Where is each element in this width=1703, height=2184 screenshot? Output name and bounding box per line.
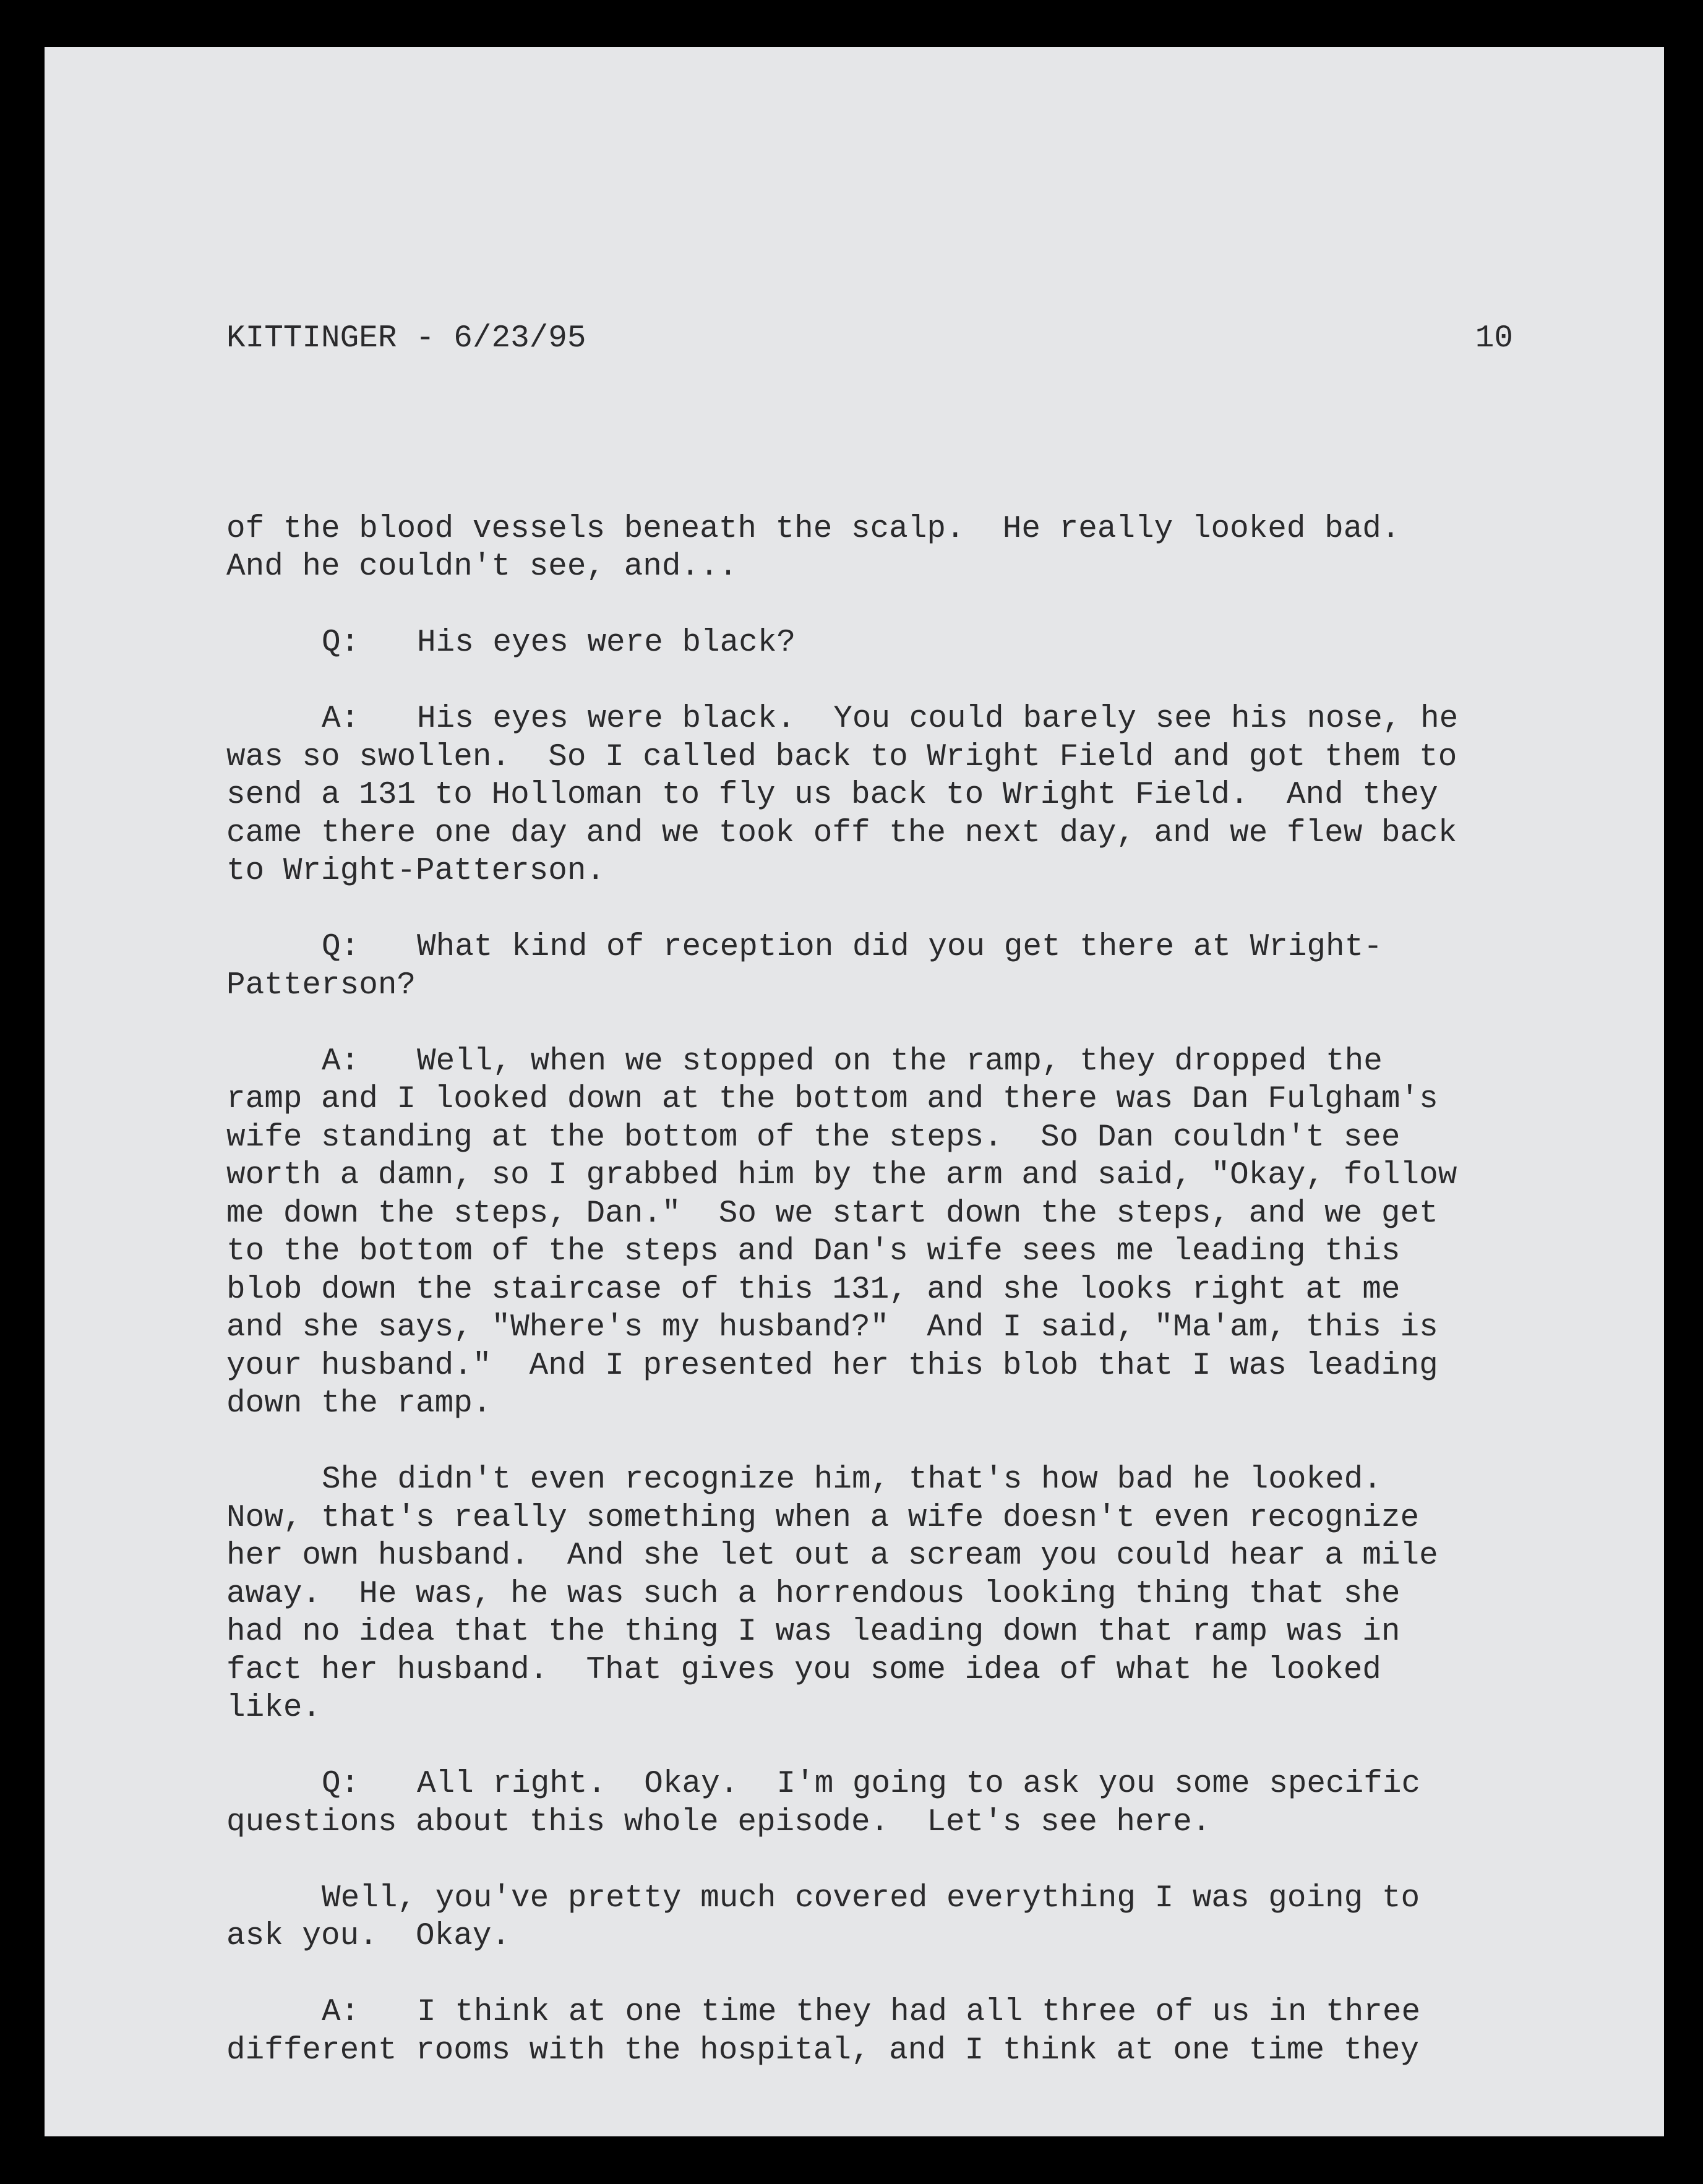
line-text: fact her husband. That gives you some idea of what he looked xyxy=(226,1652,1381,1688)
line-text: of the blood vessels beneath the scalp. He really looked bad. xyxy=(226,511,1401,547)
text-line xyxy=(226,1347,1513,1385)
speaker-label: A: xyxy=(322,701,360,737)
transcript-paragraph xyxy=(226,624,1513,662)
transcript-paragraph xyxy=(226,1993,1513,2070)
line-text: to Wright-Patterson. xyxy=(226,854,606,889)
line-text: His eyes were black? xyxy=(417,625,796,661)
text-line xyxy=(226,1917,1513,1956)
transcript-paragraph xyxy=(226,510,1513,586)
text-line xyxy=(226,1804,1513,1842)
text-line xyxy=(226,1233,1513,1271)
line-text: What kind of reception did you get there at Wright- xyxy=(417,930,1383,965)
text-line xyxy=(226,1385,1513,1423)
line-text: me down the steps, Dan." So we start down the steps, and we get xyxy=(226,1196,1438,1231)
line-text: send a 131 to Holloman to fly us back to Wright Field. And they xyxy=(226,777,1438,813)
text-line xyxy=(226,928,1513,967)
line-text: her own husband. And she let out a scream you could hear a mile xyxy=(226,1538,1438,1574)
transcript-paragraph xyxy=(226,1880,1513,1956)
text-line xyxy=(226,1309,1513,1347)
document-page xyxy=(45,47,1664,2136)
text-line xyxy=(226,1081,1513,1119)
line-text: away. He was, he was such a horrendous looking thing that she xyxy=(226,1576,1401,1612)
line-text: ramp and I looked down at the bottom and there was Dan Fulgham's xyxy=(226,1082,1438,1117)
transcript-body xyxy=(226,244,1513,2184)
line-text: was so swollen. So I called back to Wright Field and got them to xyxy=(226,739,1457,775)
line-text: to the bottom of the steps and Dan's wife sees me leading this xyxy=(226,1234,1401,1269)
transcript-paragraph xyxy=(226,928,1513,1004)
line-text: Well, when we stopped on the ramp, they dropped the xyxy=(417,1043,1383,1079)
page-number: 10 xyxy=(1475,321,1513,356)
text-line xyxy=(226,739,1513,777)
speaker-label: Q: xyxy=(322,930,360,965)
text-line xyxy=(226,1537,1513,1575)
text-line xyxy=(226,1499,1513,1538)
line-text: worth a damn, so I grabbed him by the arm and said, "Okay, follow xyxy=(226,1158,1457,1193)
paragraph-list xyxy=(226,510,1513,2070)
transcript-paragraph xyxy=(226,700,1513,891)
line-text: wife standing at the bottom of the steps. So Dan couldn't see xyxy=(226,1120,1401,1155)
line-text: down the ramp. xyxy=(226,1386,492,1421)
text-line xyxy=(226,1575,1513,1614)
line-text: Now, that's really something when a wife doesn't even recognize xyxy=(226,1500,1420,1536)
line-text: Well, you've pretty much covered everything I was going to xyxy=(322,1880,1420,1916)
line-text: had no idea that the thing I was leading down that ramp was in xyxy=(226,1614,1401,1650)
text-line xyxy=(226,1689,1513,1728)
transcript-paragraph xyxy=(226,1043,1513,1423)
line-text: different rooms with the hospital, and I think at one time they xyxy=(226,2032,1420,2068)
text-line xyxy=(226,815,1513,853)
page-header xyxy=(226,320,1513,358)
speaker-label: A: xyxy=(322,1043,360,1079)
line-text: Patterson? xyxy=(226,967,416,1003)
speaker-label: A: xyxy=(322,1995,360,2030)
line-text: His eyes were black. You could barely see his nose, he xyxy=(417,701,1459,737)
text-line xyxy=(226,1765,1513,1804)
speaker-label: Q: xyxy=(322,625,360,661)
text-line xyxy=(226,548,1513,586)
transcript-paragraph xyxy=(226,1461,1513,1728)
line-text: blob down the staircase of this 131, and she looks right at me xyxy=(226,1272,1401,1308)
line-text: I think at one time they had all three of us in three xyxy=(417,1995,1421,2030)
text-line xyxy=(226,624,1513,662)
transcript-paragraph xyxy=(226,1765,1513,1841)
line-text: came there one day and we took off the next day, and we flew back xyxy=(226,815,1457,851)
text-line xyxy=(226,1119,1513,1157)
line-text: questions about this whole episode. Let's see here. xyxy=(226,1804,1211,1840)
text-line xyxy=(226,1043,1513,1081)
line-text: ask you. Okay. xyxy=(226,1919,511,1954)
text-line xyxy=(226,1651,1513,1690)
text-line xyxy=(226,1880,1513,1918)
text-line xyxy=(226,1993,1513,2032)
line-text: She didn't even recognize him, that's how bad he looked. xyxy=(322,1462,1382,1497)
line-text: And he couldn't see, and... xyxy=(226,549,738,585)
text-line xyxy=(226,1461,1513,1499)
text-line xyxy=(226,700,1513,739)
line-text: like. xyxy=(226,1690,322,1726)
text-line xyxy=(226,1157,1513,1195)
speaker-label: Q: xyxy=(322,1766,360,1802)
header-title: KITTINGER - 6/23/95 xyxy=(226,321,586,356)
text-line xyxy=(226,1271,1513,1309)
line-text: and she says, "Where's my husband?" And I said, "Ma'am, this is xyxy=(226,1310,1438,1345)
text-line xyxy=(226,510,1513,549)
text-line xyxy=(226,852,1513,891)
text-line xyxy=(226,967,1513,1005)
line-text: All right. Okay. I'm going to ask you some specific xyxy=(417,1766,1421,1802)
text-line xyxy=(226,2032,1513,2070)
text-line xyxy=(226,776,1513,815)
line-text: your husband." And I presented her this blob that I was leading xyxy=(226,1348,1438,1384)
text-line xyxy=(226,1613,1513,1651)
text-line xyxy=(226,1195,1513,1233)
